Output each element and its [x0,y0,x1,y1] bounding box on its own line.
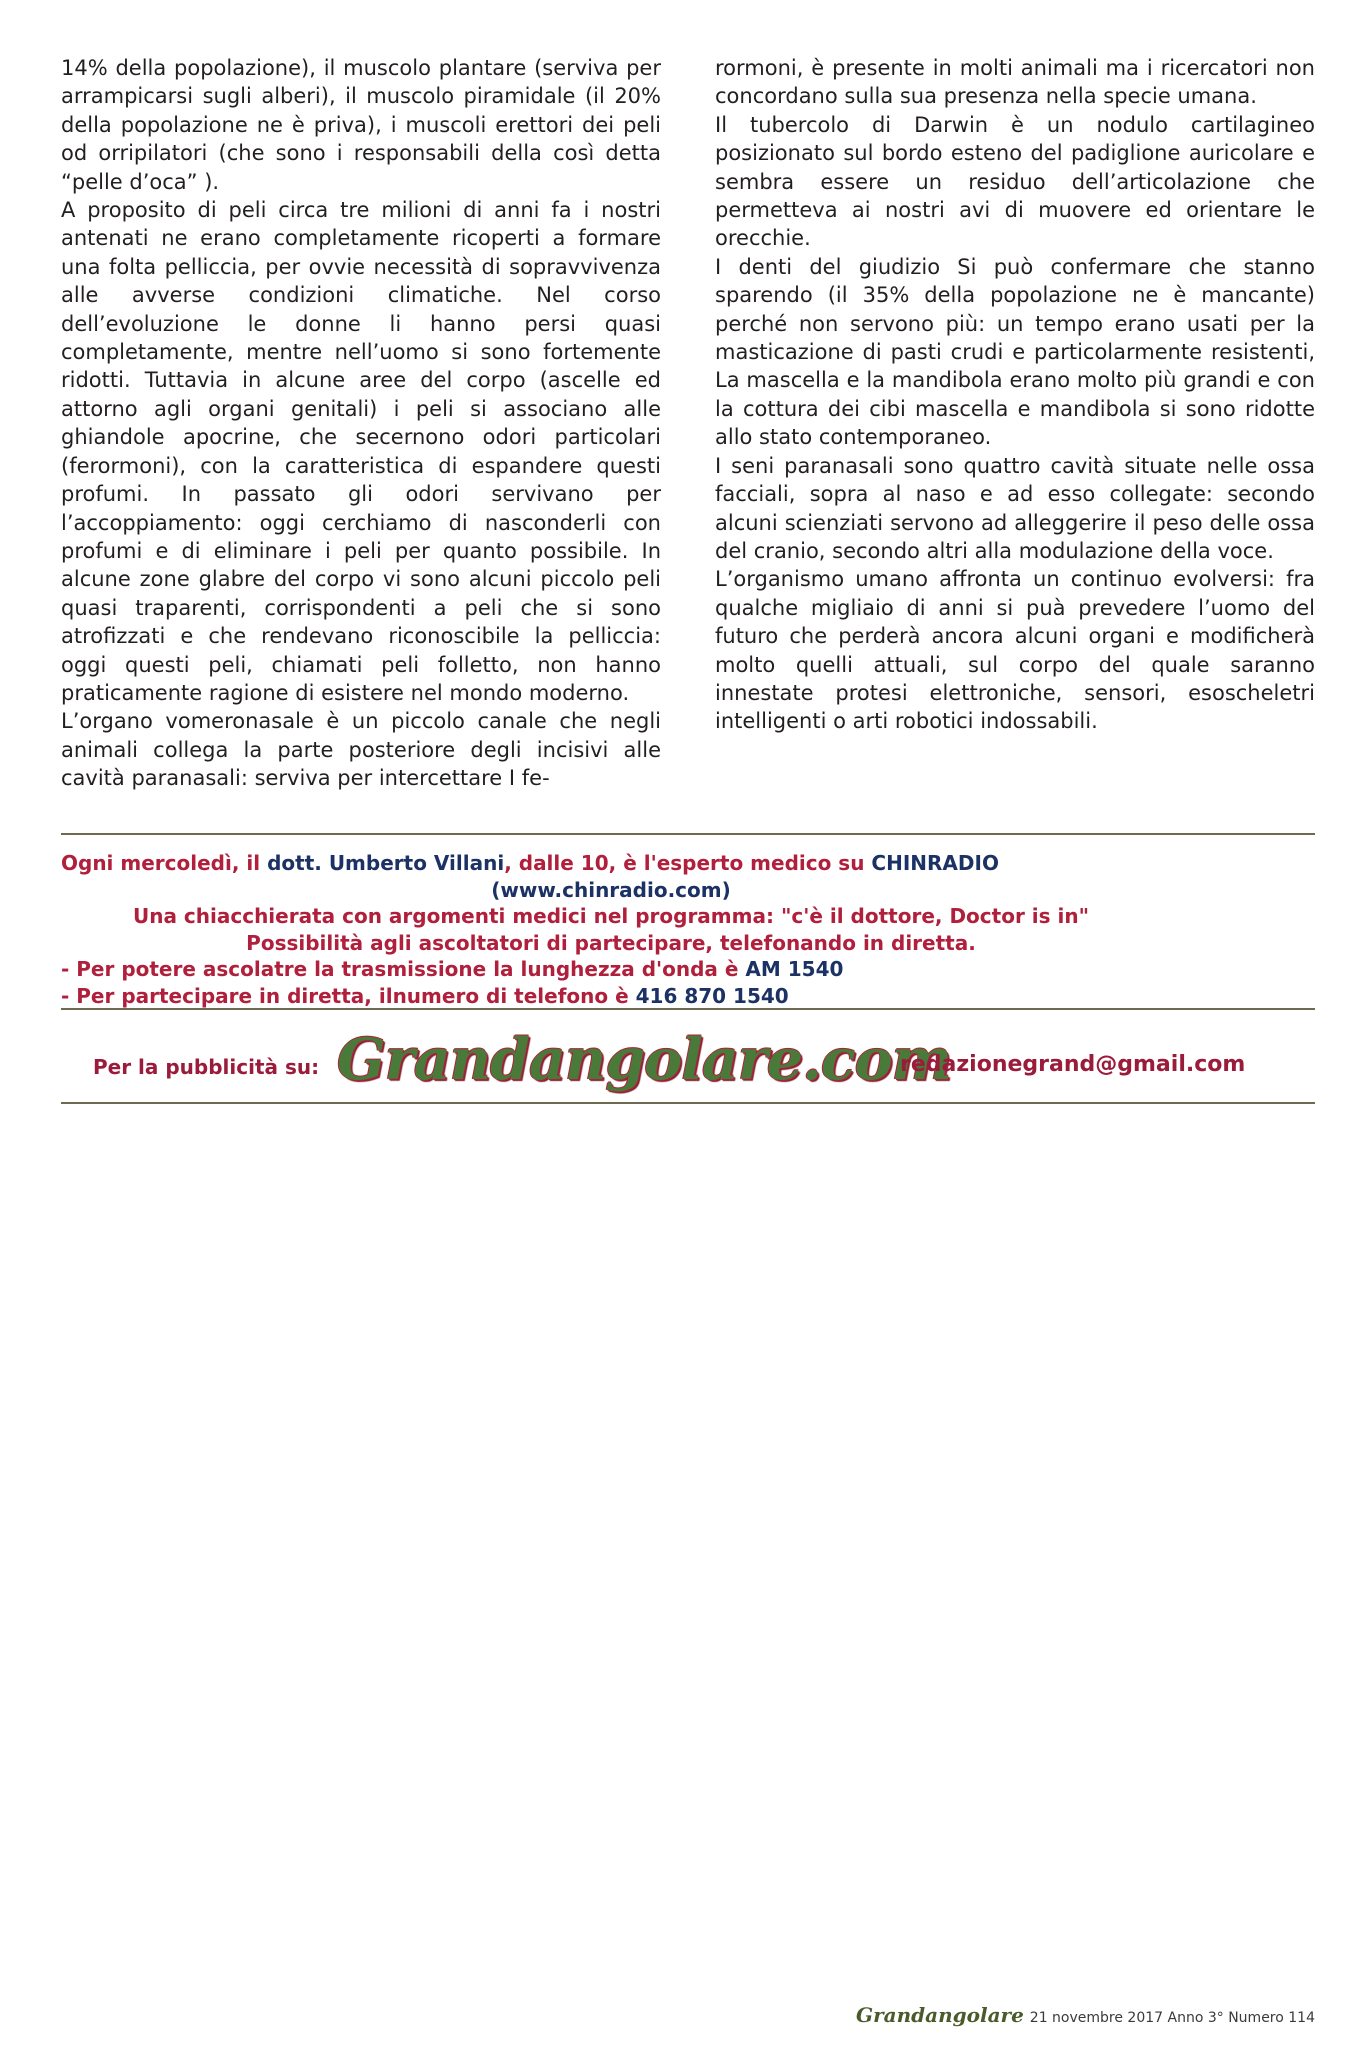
right-paragraph: I seni paranasali sono quattro cavità situate nelle ossa facciali, sopra al naso e ad esso collegate: secondo alcuni scienziati servono ad alleggerire il peso delle ossa del cranio, secondo altri alla modulazione della voce. [715,453,1315,563]
right-paragraph: I denti del giudizio Si può confermare che stanno sparendo (il 35% della popolazione ne è mancante) perché non servono più: un tempo erano usati per la masticazione di pasti crudi e particolarmente resistenti, La mascella e la mandibola erano molto più grandi e con la cottura dei cibi mascella e mandibola si sono ridotte allo stato contemporaneo. [715,254,1315,450]
article-left-column [61,54,661,793]
phone-number: 416 870 1540 [635,983,789,1008]
ad-label: Per la pubblicità su: [93,1055,320,1079]
promo-line-4: Possibilità agli ascoltatori di partecipare, telefonando in diretta. [246,930,976,955]
ad-email-link[interactable]: redazionegrand@gmail.com [900,1052,1246,1077]
promo-text: Ogni mercoledì, il [61,851,268,875]
station-name: CHINRADIO [871,851,999,875]
right-paragraph: rormoni, è presente in molti animali ma i ricercatori non concordano sulla sua presenza nella specie umana. [715,56,1315,109]
right-paragraph: Il tubercolo di Darwin è un nodulo cartilagineo posizionato sul bordo esteno del padiglione auricolare e sembra essere un residuo dell’articolazione che permetteva ai nostri avi di muovere ed orientare le orecchie. [715,112,1315,251]
grandangolare-logo: Grandangolare.com [337,1026,951,1093]
promo-line-6 [61,983,1315,1010]
radio-promo-box [61,850,1315,1009]
promo-line-3: Una chiacchierata con argomenti medici nel programma: "c'è il dottore, Doctor is in" [132,904,1090,928]
right-paragraph: L’organismo umano affronta un continuo evolversi: fra qualche migliaio di anni si puà prevedere l’uomo del futuro che perderà ancora alcuni organi e modificherà molto quelli attuali, sul corpo del quale saranno innestate protesi elettroniche, sensori, esoscheletri intelligenti o arti robotici indossabili. [715,567,1315,734]
page-footer [856,2003,1315,2027]
promo-text: - Per partecipare in diretta, ilnumero di telefono è [61,983,636,1008]
frequency: AM 1540 [745,957,844,981]
left-paragraph: L’organo vomeronasale è un piccolo canale che negli animali collega la parte posteriore degli incisivi alle cavità paranasali: serviva per intercettare I fe- [61,709,661,791]
left-paragraph: A proposito di peli circa tre milioni di anni fa i nostri antenati ne erano completamente ricoperti a formare una folta pelliccia, per ovvie necessità di sopravvivenza alle avverse condizioni climatiche. Nel corso dell’evoluzione le donne li hanno persi quasi completamente, mentre nell’uomo si sono fortemente ridotti. Tuttavia in alcune aree del corpo (ascelle ed attorno agli organi genitali) i peli si associano alle ghiandole apocrine, che secernono odori particolari (ferormoni), con la caratteristica di espandere questi profumi. In passato gli odori servivano per l’accoppiamento: oggi cerchiamo di nasconderli con profumi e di eliminare i peli per quanto possibile. In alcune zone glabre del corpo vi sono alcuni piccolo peli quasi traparenti, corrispondenti a peli che si sono atrofizzati e che rendevano riconoscibile la pelliccia: oggi questi peli, chiamati peli folletto, non hanno praticamente ragione di esistere nel mondo moderno. [61,198,661,705]
footer-issue-info: 21 novembre 2017 Anno 3° Numero 114 [1029,2010,1315,2026]
promo-line-5 [61,956,1315,983]
divider-top [61,833,1315,835]
advertising-banner [61,1025,1315,1101]
promo-text: , dalle 10, è l'esperto medico su [504,851,872,875]
promo-text: - Per potere ascolatre la trasmissione la lunghezza d'onda è [61,957,746,981]
left-paragraph: 14% della popolazione), il muscolo plantare (serviva per arrampicarsi sugli alberi), il muscolo piramidale (il 20% della popolazione ne è priva), i muscoli erettori dei peli od orripilatori (che sono i responsabili della così detta “pelle d’oca” ). [61,56,661,194]
article-columns [61,54,1315,793]
divider-bottom [61,1102,1315,1104]
doctor-name: dott. Umberto Villani [267,851,505,875]
divider-middle [61,1008,1315,1010]
article-right-column [715,54,1315,793]
footer-brand: Grandangolare [856,2003,1024,2027]
promo-line-1 [61,850,1315,877]
promo-website[interactable]: (www.chinradio.com) [491,877,731,902]
